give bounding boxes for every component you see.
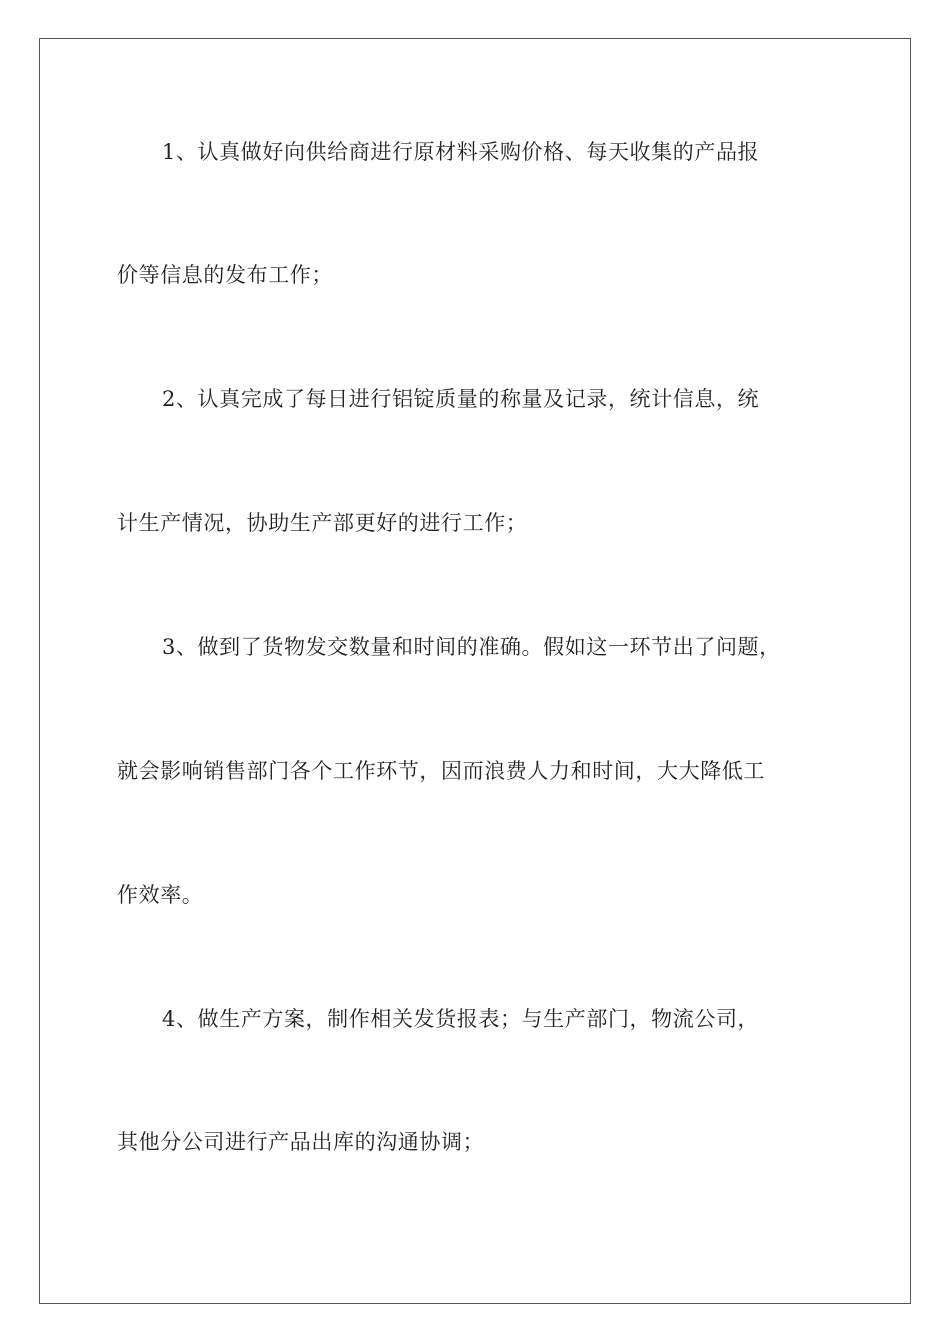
paragraph-1-line-2: 价等信息的发布工作； [117,263,333,287]
paragraph-4-line-2: 其他分公司进行产品出库的沟通协调； [117,1130,485,1154]
page-frame [39,38,911,1304]
paragraph-3-line-3: 作效率。 [117,883,204,907]
paragraph-4-line-1: 4、做生产方案，制作相关发货报表；与生产部门，物流公司， [162,1007,760,1031]
paragraph-2-line-1: 2、认真完成了每日进行铝锭质量的称量及记录，统计信息，统 [162,387,760,411]
paragraph-3-line-2: 就会影响销售部门各个工作环节，因而浪费人力和时间，大大降低工 [117,759,765,783]
paragraph-2-line-2: 计生产情况，协助生产部更好的进行工作； [117,511,528,535]
paragraph-3-line-1: 3、做到了货物发交数量和时间的准确。假如这一环节出了问题， [162,635,781,659]
paragraph-1-line-1: 1、认真做好向供给商进行原材料采购价格、每天收集的产品报 [162,140,760,164]
